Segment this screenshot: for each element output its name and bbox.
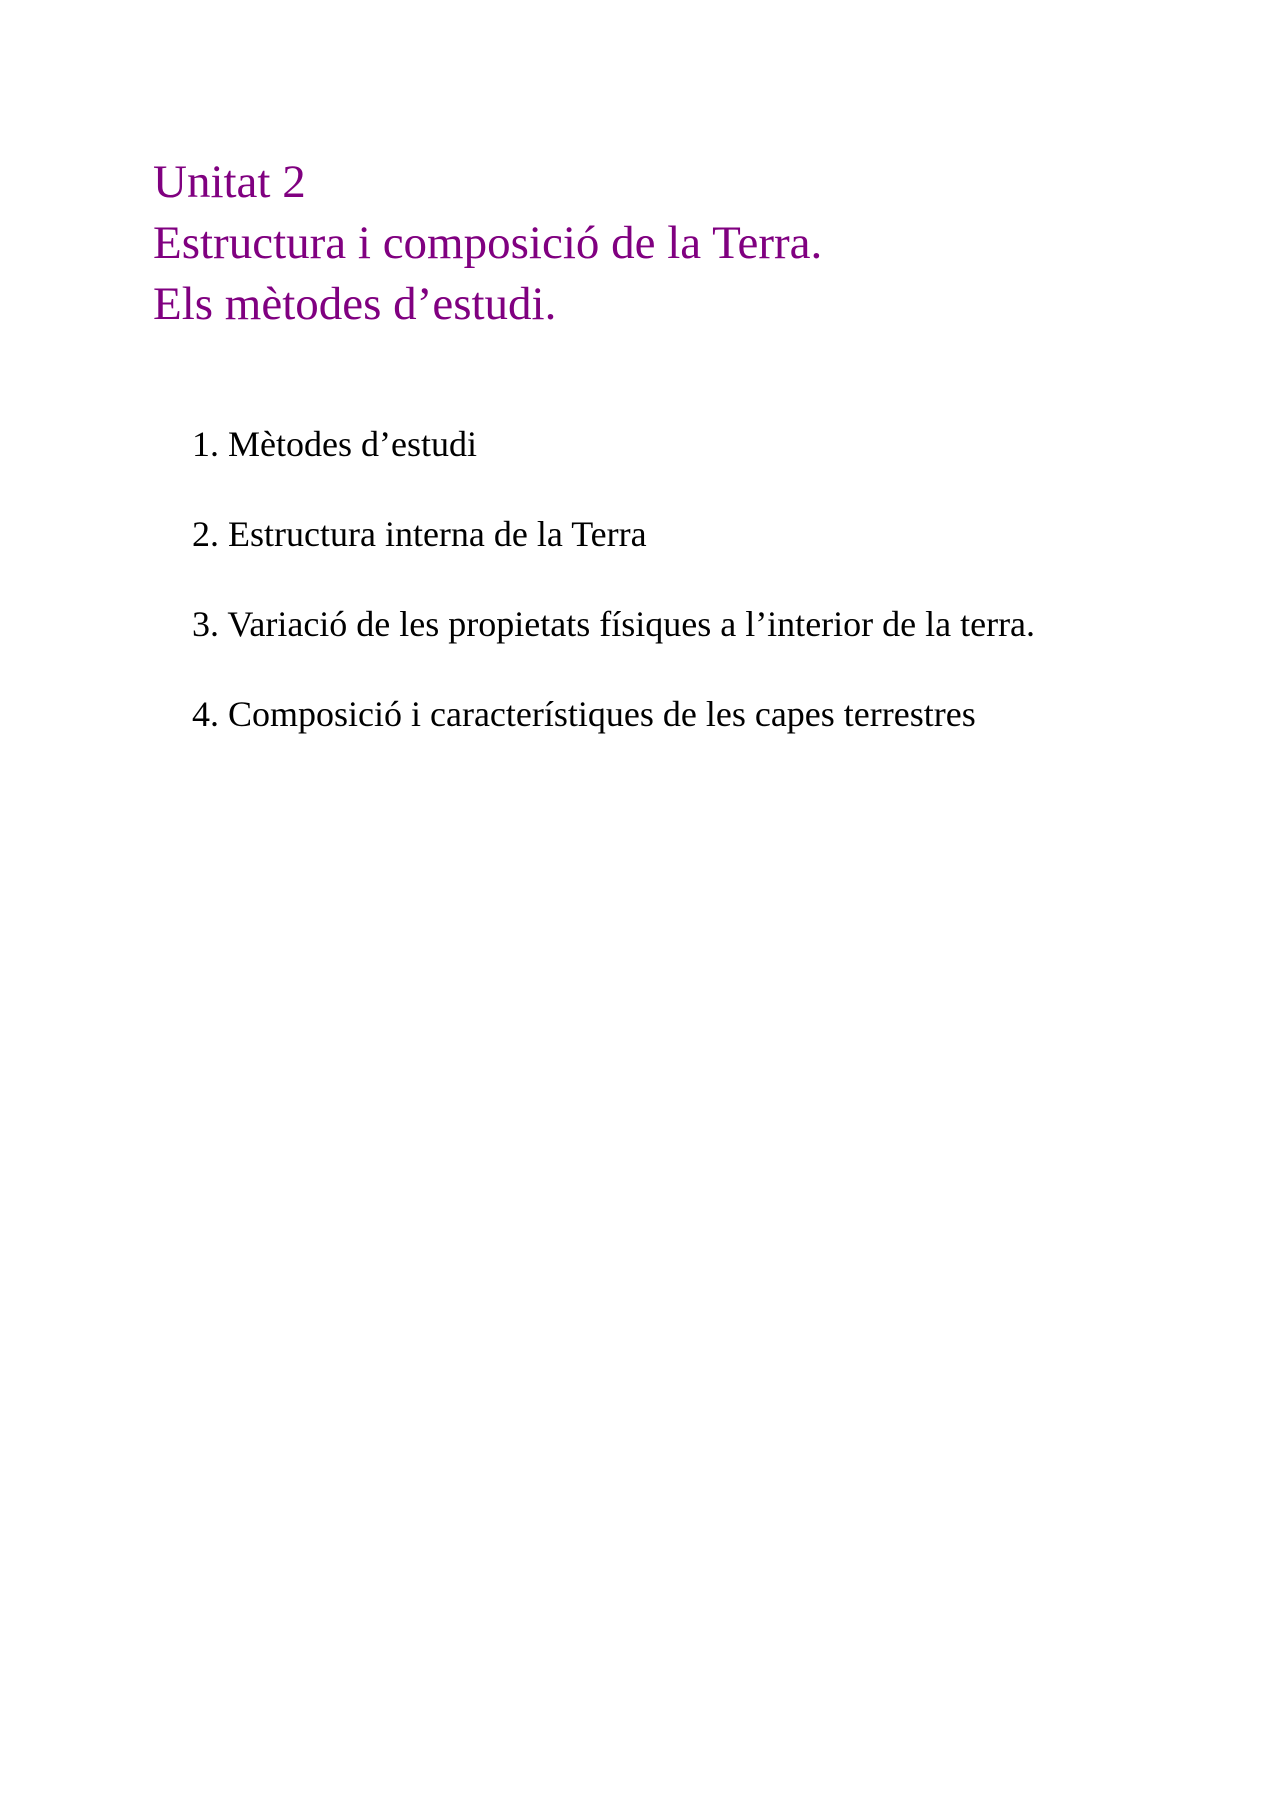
toc-item-text: Mètodes d’estudi	[228, 424, 477, 464]
unit-title	[153, 152, 822, 335]
toc-item-number: 3.	[192, 604, 219, 644]
toc-item-text: Composició i característiques de les capes terrestres	[228, 694, 976, 734]
toc-item-text: Estructura interna de la Terra	[228, 514, 647, 554]
toc-item-number: 2.	[192, 514, 219, 554]
toc-item-number: 4.	[192, 694, 219, 734]
unit-title-line-1: Estructura i composició de la Terra.	[153, 217, 823, 269]
unit-number: Unitat 2	[153, 156, 306, 208]
toc-item-number: 1.	[192, 424, 219, 464]
unit-title-line-2: Els mètodes d’estudi.	[153, 278, 557, 330]
toc-item	[192, 690, 1035, 780]
toc-item	[192, 600, 1035, 690]
toc-item	[192, 420, 1035, 510]
toc-item	[192, 510, 1035, 600]
toc-item-text: Variació de les propietats físiques a l’interior de la terra.	[227, 604, 1036, 644]
table-of-contents	[192, 420, 1035, 780]
